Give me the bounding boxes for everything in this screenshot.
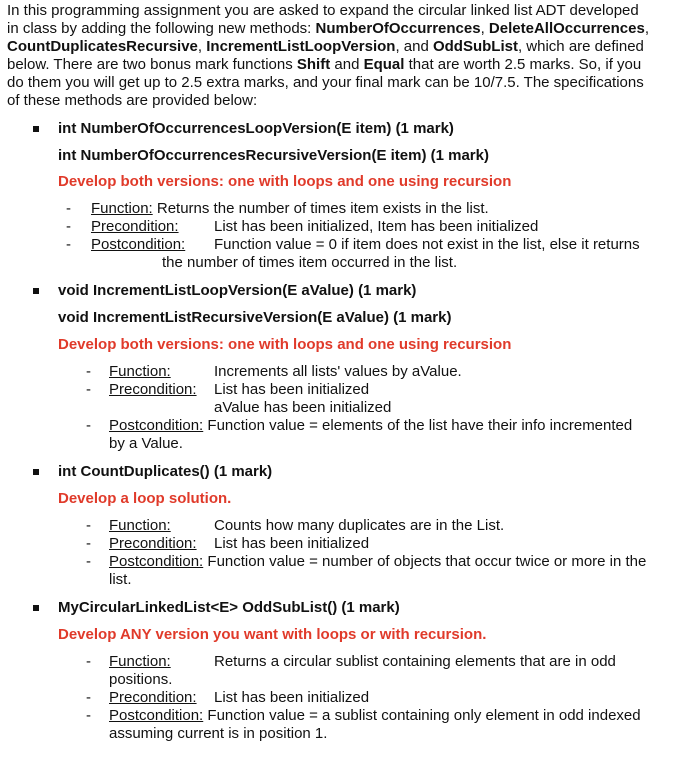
develop-instruction: Develop both versions: one with loops and one using recursion xyxy=(58,173,512,190)
precondition-label: Precondition: xyxy=(91,218,179,235)
precondition-label: Precondition: xyxy=(109,535,197,552)
function-text: Increments all lists' values by aValue. xyxy=(214,363,462,380)
dash-bullet-icon: - xyxy=(66,236,71,253)
postcondition-spec: Postcondition: Function value = a sublist containing only element in odd indexed xyxy=(109,707,641,724)
dash-bullet-icon: - xyxy=(66,200,71,217)
function-text: Counts how many duplicates are in the List. xyxy=(214,517,505,534)
postcondition-text: assuming current is in position 1. xyxy=(109,725,328,742)
precondition-text: List has been initialized xyxy=(214,689,370,706)
postcondition-spec: Postcondition: Function value = number of objects that occur twice or more in the xyxy=(109,553,647,570)
develop-instruction: Develop a loop solution. xyxy=(58,490,232,507)
dash-bullet-icon: - xyxy=(86,553,91,570)
function-label: Function: xyxy=(109,363,171,380)
function-text: Returns a circular sublist containing elements that are in odd xyxy=(214,653,616,670)
method-signature: int CountDuplicates() (1 mark) xyxy=(58,463,273,480)
postcondition-text: by a Value. xyxy=(109,435,183,452)
square-bullet-icon xyxy=(33,288,39,294)
function-label: Function: xyxy=(91,200,153,217)
function-label: Function: xyxy=(109,653,171,670)
intro-line: in class by adding the following new methods: NumberOfOccurrences, DeleteAllOccurrences, xyxy=(7,20,650,37)
method-name: NumberOfOccurrences xyxy=(315,20,481,37)
dash-bullet-icon: - xyxy=(86,417,91,434)
postcondition-text: the number of times item occurred in the list. xyxy=(162,254,458,271)
dash-bullet-icon: - xyxy=(86,381,91,398)
method-signature: void IncrementListLoopVersion(E aValue) (1 mark) xyxy=(58,282,417,299)
method-name: IncrementListLoopVersion xyxy=(206,38,396,55)
dash-bullet-icon: - xyxy=(86,707,91,724)
precondition-text: List has been initialized xyxy=(214,535,370,552)
dash-bullet-icon: - xyxy=(86,363,91,380)
precondition-text: List has been initialized xyxy=(214,381,370,398)
bonus-method-name: Equal xyxy=(363,56,405,73)
postcondition-label: Postcondition: xyxy=(91,236,186,253)
postcondition-label: Postcondition: xyxy=(109,553,204,570)
square-bullet-icon xyxy=(33,469,39,475)
function-text: positions. xyxy=(109,671,173,688)
dash-bullet-icon: - xyxy=(86,517,91,534)
postcondition-text: list. xyxy=(109,571,132,588)
method-name: OddSubList xyxy=(432,38,518,55)
dash-bullet-icon: - xyxy=(86,653,91,670)
method-signature: int NumberOfOccurrencesLoopVersion(E item) (1 mark) xyxy=(58,120,454,137)
intro-line: of these methods are provided below: xyxy=(7,92,258,109)
precondition-label: Precondition: xyxy=(109,689,197,706)
precondition-text: aValue has been initialized xyxy=(214,399,392,416)
postcondition-label: Postcondition: xyxy=(109,707,204,724)
dash-bullet-icon: - xyxy=(86,689,91,706)
square-bullet-icon xyxy=(33,605,39,611)
develop-instruction: Develop ANY version you want with loops or with recursion. xyxy=(58,626,487,643)
develop-instruction: Develop both versions: one with loops and one using recursion xyxy=(58,336,512,353)
dash-bullet-icon: - xyxy=(86,535,91,552)
method-name: CountDuplicatesRecursive xyxy=(7,38,198,55)
bonus-method-name: Shift xyxy=(296,56,331,73)
intro-line: below. There are two bonus mark functions Shift and Equal that are worth 2.5 marks. So, if you xyxy=(7,56,642,73)
method-name: DeleteAllOccurrences xyxy=(488,20,645,37)
dash-bullet-icon: - xyxy=(66,218,71,235)
postcondition-label: Postcondition: xyxy=(109,417,204,434)
square-bullet-icon xyxy=(33,126,39,132)
intro-line: In this programming assignment you are asked to expand the circular linked list ADT developed xyxy=(7,2,639,19)
method-signature: int NumberOfOccurrencesRecursiveVersion(E item) (1 mark) xyxy=(58,147,489,164)
method-signature: void IncrementListRecursiveVersion(E aValue) (1 mark) xyxy=(58,309,452,326)
intro-line: do them you will get up to 2.5 extra marks, and your final mark can be 10/7.5. The specifications xyxy=(7,74,644,91)
precondition-text: List has been initialized, Item has been initialized xyxy=(214,218,539,235)
precondition-label: Precondition: xyxy=(109,381,197,398)
postcondition-spec: Postcondition: Function value = elements of the list have their info incremented xyxy=(109,417,633,434)
postcondition-text: Function value = 0 if item does not exist in the list, else it returns xyxy=(214,236,640,253)
intro-line: CountDuplicatesRecursive, IncrementListLoopVersion, and OddSubList, which are defined xyxy=(7,38,644,55)
method-signature: MyCircularLinkedList<E> OddSubList() (1 mark) xyxy=(58,599,400,616)
function-label: Function: xyxy=(109,517,171,534)
intro-paragraph xyxy=(7,2,691,110)
function-spec: Function: Returns the number of times item exists in the list. xyxy=(91,200,489,217)
